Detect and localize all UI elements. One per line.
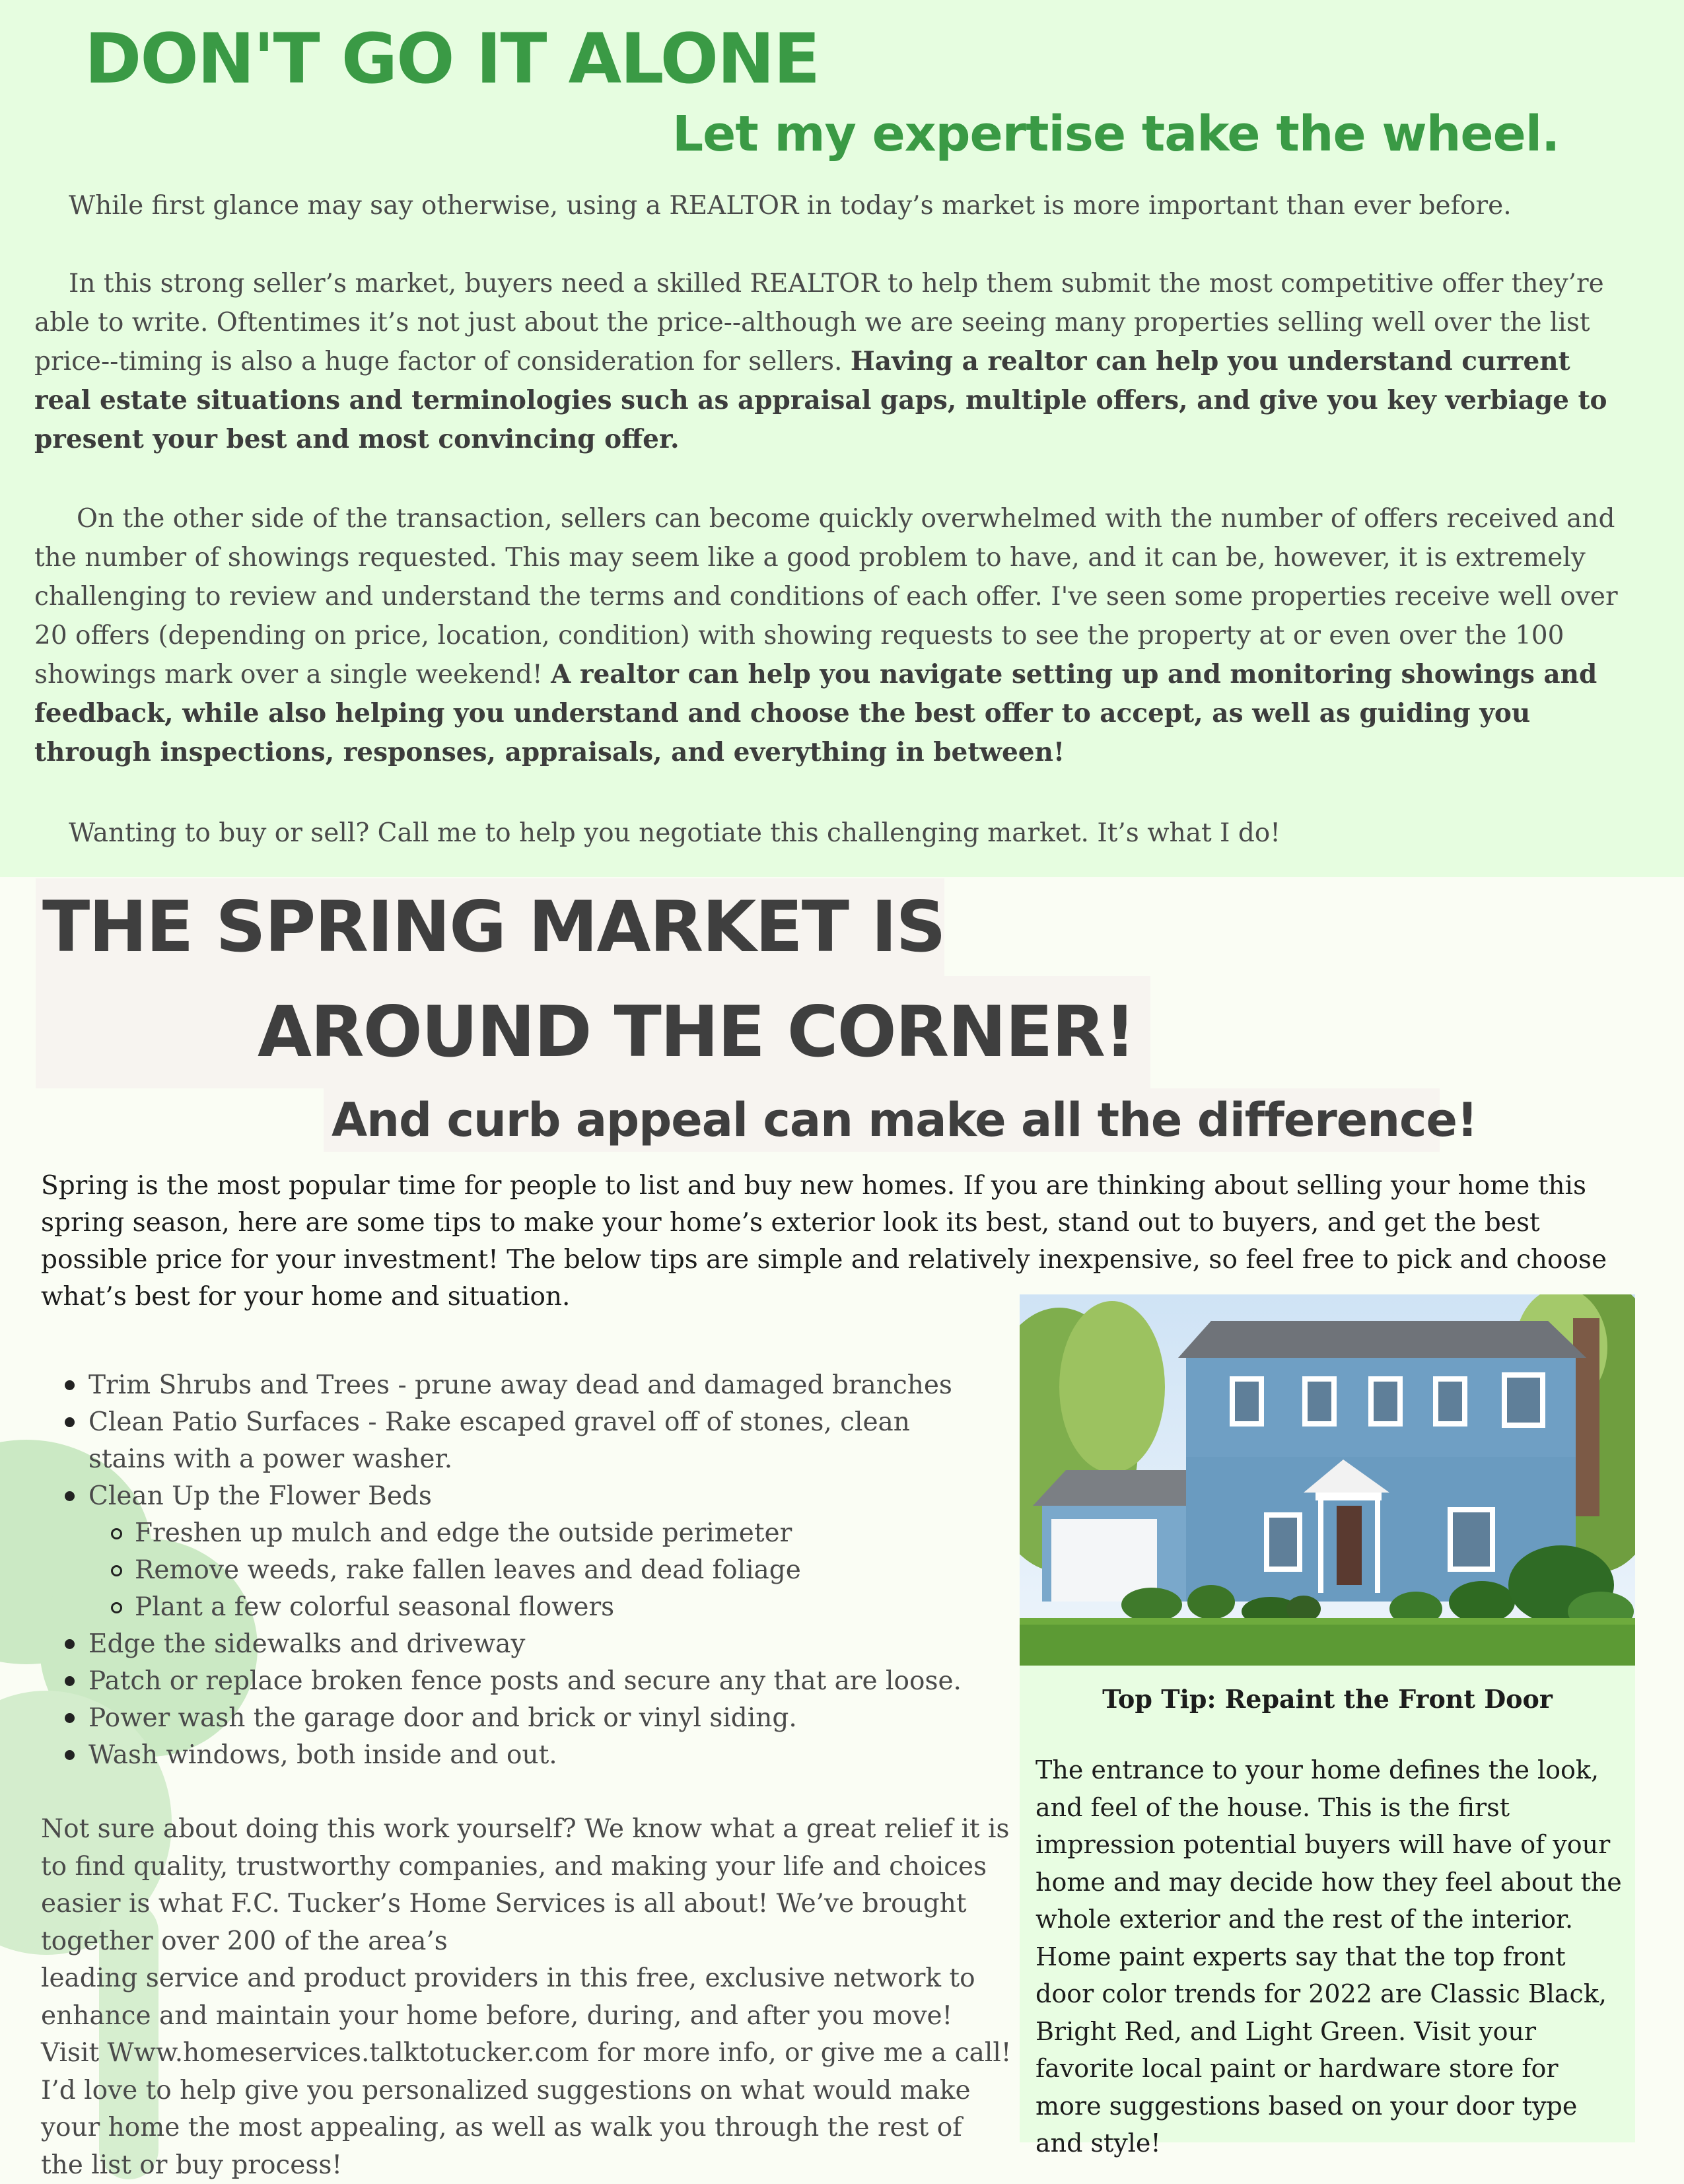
home-services-paragraph bbox=[41, 1811, 1012, 2184]
hollow-bullet-icon bbox=[111, 1602, 122, 1613]
paragraph-text: On the other side of the transaction, sellers can become quickly overwhelmed with the number of offers received and the number of showings requested. This may seem like a good problem to have, and it can be, however, it is extremely challenging to review and understand the terms and conditions of each offer. I've seen some properties receive well over 20 offers (depending on price, location, condition) with showing requests to see the property at or even over the 100 showings mark over a single weekend! bbox=[34, 504, 1618, 689]
section-heading: DON'T GO IT ALONE bbox=[85, 18, 820, 99]
list-item-text: Wash windows, both inside and out. bbox=[88, 1740, 557, 1770]
top-tip-box bbox=[1020, 1666, 1635, 2158]
list-item-text: Patch or replace broken fence posts and secure any that are loose. bbox=[88, 1666, 962, 1696]
list-item bbox=[41, 1478, 979, 1515]
list-item-text: Clean Patio Surfaces - Rake escaped gravel off of stones, clean stains with a power washer. bbox=[88, 1407, 910, 1474]
list-item bbox=[41, 1367, 979, 1404]
list-item-text: Freshen up mulch and edge the outside perimeter bbox=[135, 1518, 792, 1548]
sub-list-item bbox=[41, 1589, 979, 1626]
list-item-text: Clean Up the Flower Beds bbox=[88, 1481, 432, 1511]
spring-subheading: And curb appeal can make all the difference! bbox=[324, 1088, 1440, 1152]
bullet-icon bbox=[65, 1676, 75, 1686]
list-item bbox=[41, 1737, 979, 1774]
spring-heading-line2: AROUND THE CORNER! bbox=[36, 976, 1150, 1088]
paragraph-text: In this strong seller’s market, buyers need a skilled REALTOR to help them submit the most competitive offer they’re able to write. Oftentimes it’s not just about the price--although we are seeing many properties selling well over the list price--timing is also a huge factor of consideration for sellers. bbox=[34, 269, 1604, 376]
list-item-text: Trim Shrubs and Trees - prune away dead and damaged branches bbox=[88, 1370, 952, 1400]
list-item bbox=[41, 1404, 979, 1478]
paragraph-emphasis: A realtor can help you navigate setting up and monitoring showings and feedback, while also helping you understand and choose the best offer to accept, as well as guiding you through inspections, responses, appraisals, and everything in between! bbox=[34, 659, 1597, 767]
hollow-bullet-icon bbox=[111, 1565, 122, 1576]
tip-body: The entrance to your home defines the look, and feel of the house. This is the first impression potential buyers will have of your home and may decide how they feel about the whole exterior and the rest of the interior. Home paint experts say that the top front door color trends for 2022 are Classic Black, Bright Red, and Light Green. Visit your favorite local paint or hardware store for more suggestions based on your door type and style! bbox=[1035, 1755, 1622, 2158]
bullet-icon bbox=[65, 1417, 75, 1427]
bullet-icon bbox=[65, 1713, 75, 1723]
spring-intro: Spring is the most popular time for people to list and buy new homes. If you are thinking about selling your home this spring season, here are some tips to make your home’s exterior look its best, stand out to buyers, and get the best possible price for your investment! The below tips are simple and relatively inexpensive, so feel free to pick and choose what’s best for your home and situation. bbox=[41, 1171, 1607, 1312]
list-item-text: Edge the sidewalks and driveway bbox=[88, 1629, 526, 1659]
spring-heading-line1: THE SPRING MARKET IS bbox=[36, 878, 944, 976]
paragraph-sellers bbox=[34, 499, 1619, 772]
sub-list-item bbox=[41, 1552, 979, 1589]
section-subheading: Let my expertise take the wheel. bbox=[672, 106, 1560, 162]
list-item-text: Plant a few colorful seasonal flowers bbox=[135, 1592, 615, 1622]
list-item bbox=[41, 1626, 979, 1663]
list-item bbox=[41, 1700, 979, 1737]
hollow-bullet-icon bbox=[111, 1528, 122, 1539]
bullet-icon bbox=[65, 1750, 75, 1760]
house-photo bbox=[1020, 1294, 1635, 1666]
list-item-text: Power wash the garage door and brick or vinyl siding. bbox=[88, 1703, 797, 1733]
paragraph-call-to-action bbox=[34, 814, 1619, 853]
sub-list-item bbox=[41, 1515, 979, 1552]
bullet-icon bbox=[65, 1639, 75, 1649]
paragraph-text: leading service and product providers in this free, exclusive network to enhance and maintain your home before, during, and after you move! Visit Www.homeservices.talktotucker.com for more info, or give me a call! I’d love to help give you personalized suggestions on what would make your home the most appealing, as well as walk you through the rest of the list or buy process! bbox=[41, 1963, 1012, 2180]
paragraph-text: Wanting to buy or sell? Call me to help you negotiate this challenging market. It’s what I do! bbox=[69, 818, 1281, 848]
paragraph-text: While first glance may say otherwise, using a REALTOR in today’s market is more important than ever before. bbox=[69, 191, 1512, 221]
list-item-text: Remove weeds, rake fallen leaves and dead foliage bbox=[135, 1555, 801, 1585]
paragraph-buyers bbox=[34, 264, 1619, 459]
paragraph-intro bbox=[34, 186, 1619, 225]
tips-list bbox=[41, 1367, 979, 1774]
tip-title: Top Tip: Repaint the Front Door bbox=[1102, 1684, 1553, 1714]
bullet-icon bbox=[65, 1491, 75, 1501]
bullet-icon bbox=[65, 1380, 75, 1390]
list-item bbox=[41, 1663, 979, 1700]
paragraph-text: Not sure about doing this work yourself? We know what a great relief it is to find quality, trustworthy companies, and making your life and choices easier is what F.C. Tucker’s Home Services is all about! We’ve brought together over 200 of the area’s bbox=[41, 1814, 1010, 1956]
paragraph-emphasis: Having a realtor can help you understand current real estate situations and terminologies such as appraisal gaps, multiple offers, and give you key verbiage to present your best and most convincing offer. bbox=[34, 346, 1607, 454]
